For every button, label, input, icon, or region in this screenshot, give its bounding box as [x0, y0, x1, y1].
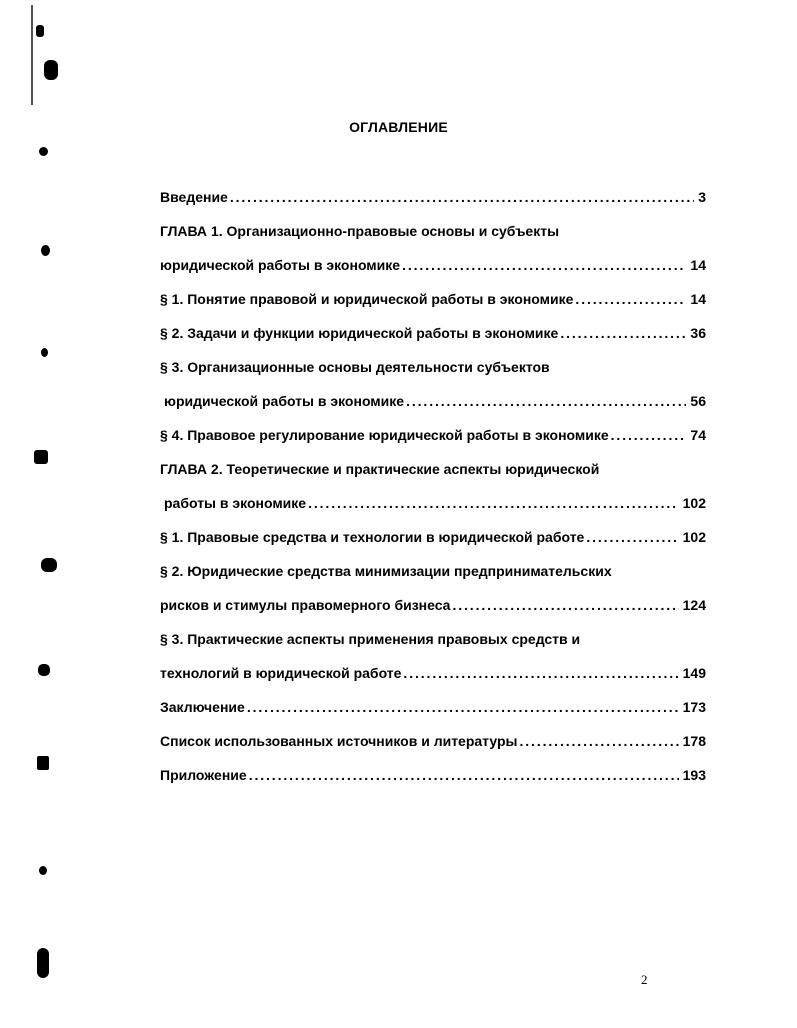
toc-entry-text: Приложение [160, 767, 247, 783]
toc-entry-page: 193 [682, 767, 706, 783]
dot-leader [575, 291, 686, 307]
toc-entry-page: 173 [682, 699, 706, 715]
scan-mark [39, 866, 47, 875]
toc-entry [160, 180, 706, 214]
toc-entry [160, 656, 706, 690]
toc-entry-text: рисков и стимулы правомерного бизнеса [160, 597, 451, 613]
toc-entry-page: 124 [682, 597, 706, 613]
toc-entry-text: § 4. Правовое регулирование юридической работы в экономике [160, 427, 609, 443]
toc-entry-text: технологий в юридической работе [160, 665, 402, 681]
toc-entry [160, 350, 706, 384]
toc-entry-page: 3 [698, 189, 706, 205]
toc-entry-page: 14 [690, 257, 706, 273]
toc-entry-page: 178 [682, 733, 706, 749]
toc-entry [160, 316, 706, 350]
toc-entry [160, 724, 706, 758]
toc-entry-page: 149 [682, 665, 706, 681]
toc-entry [160, 214, 706, 248]
scan-mark [41, 348, 48, 357]
toc-entry-text: ГЛАВА 2. Теоретические и практические аспекты юридической [160, 461, 600, 477]
toc-entry [160, 520, 706, 554]
scan-mark [36, 25, 44, 37]
dot-leader [452, 597, 678, 613]
scan-mark [39, 147, 48, 156]
toc-entry-text: § 1. Понятие правовой и юридической работы в экономике [160, 291, 574, 307]
dot-leader [611, 427, 687, 443]
toc-entry-page: 102 [682, 495, 706, 511]
page-title: ОГЛАВЛЕНИЕ [349, 119, 448, 135]
dot-leader [406, 393, 686, 409]
toc-entry-page: 56 [690, 393, 706, 409]
toc-entry-text: § 2. Юридические средства минимизации предпринимательских [160, 563, 612, 579]
toc-entry-text: юридической работы в экономике [164, 393, 405, 409]
toc-entry [160, 588, 706, 622]
toc-entry-text: § 2. Задачи и функции юридической работы в экономике [160, 325, 559, 341]
toc-entry [160, 690, 706, 724]
scan-mark [37, 756, 49, 770]
dot-leader [230, 189, 694, 205]
scan-mark [34, 450, 48, 464]
toc-entry-text: Введение [160, 189, 228, 205]
toc-entry-text: Список использованных источников и литературы [160, 733, 518, 749]
toc-entry-text: ГЛАВА 1. Организационно-правовые основы и субъекты [160, 223, 560, 239]
toc-entry [160, 452, 706, 486]
toc-entry-text: Заключение [160, 699, 245, 715]
table-of-contents [160, 180, 706, 792]
page-number: 2 [641, 972, 648, 987]
dot-leader [560, 325, 686, 341]
toc-entry-text: § 1. Правовые средства и технологии в юридической работе [160, 529, 585, 545]
toc-entry-page: 102 [682, 529, 706, 545]
toc-entry-page: 36 [690, 325, 706, 341]
scan-mark [41, 558, 57, 572]
dot-leader [402, 257, 686, 273]
toc-entry-text: работы в экономике [164, 495, 307, 511]
scan-margin-line [31, 5, 33, 105]
dot-leader [586, 529, 678, 545]
scan-mark [37, 948, 49, 978]
toc-entry [160, 622, 706, 656]
toc-entry [160, 486, 706, 520]
toc-entry-page: 14 [690, 291, 706, 307]
toc-entry-text: § 3. Организационные основы деятельности субъектов [160, 359, 550, 375]
toc-entry [160, 758, 706, 792]
dot-leader [247, 699, 679, 715]
dot-leader [403, 665, 678, 681]
toc-entry [160, 418, 706, 452]
toc-entry [160, 554, 706, 588]
scan-mark [44, 60, 58, 80]
toc-entry [160, 248, 706, 282]
toc-entry-page: 74 [690, 427, 706, 443]
toc-entry [160, 384, 706, 418]
scan-mark [41, 245, 50, 256]
scan-mark [38, 664, 50, 676]
dot-leader [249, 767, 679, 783]
toc-entry-text: § 3. Практические аспекты применения правовых средств и [160, 631, 581, 647]
dot-leader [520, 733, 679, 749]
toc-entry-text: юридической работы в экономике [160, 257, 401, 273]
dot-leader [308, 495, 679, 511]
toc-entry [160, 282, 706, 316]
